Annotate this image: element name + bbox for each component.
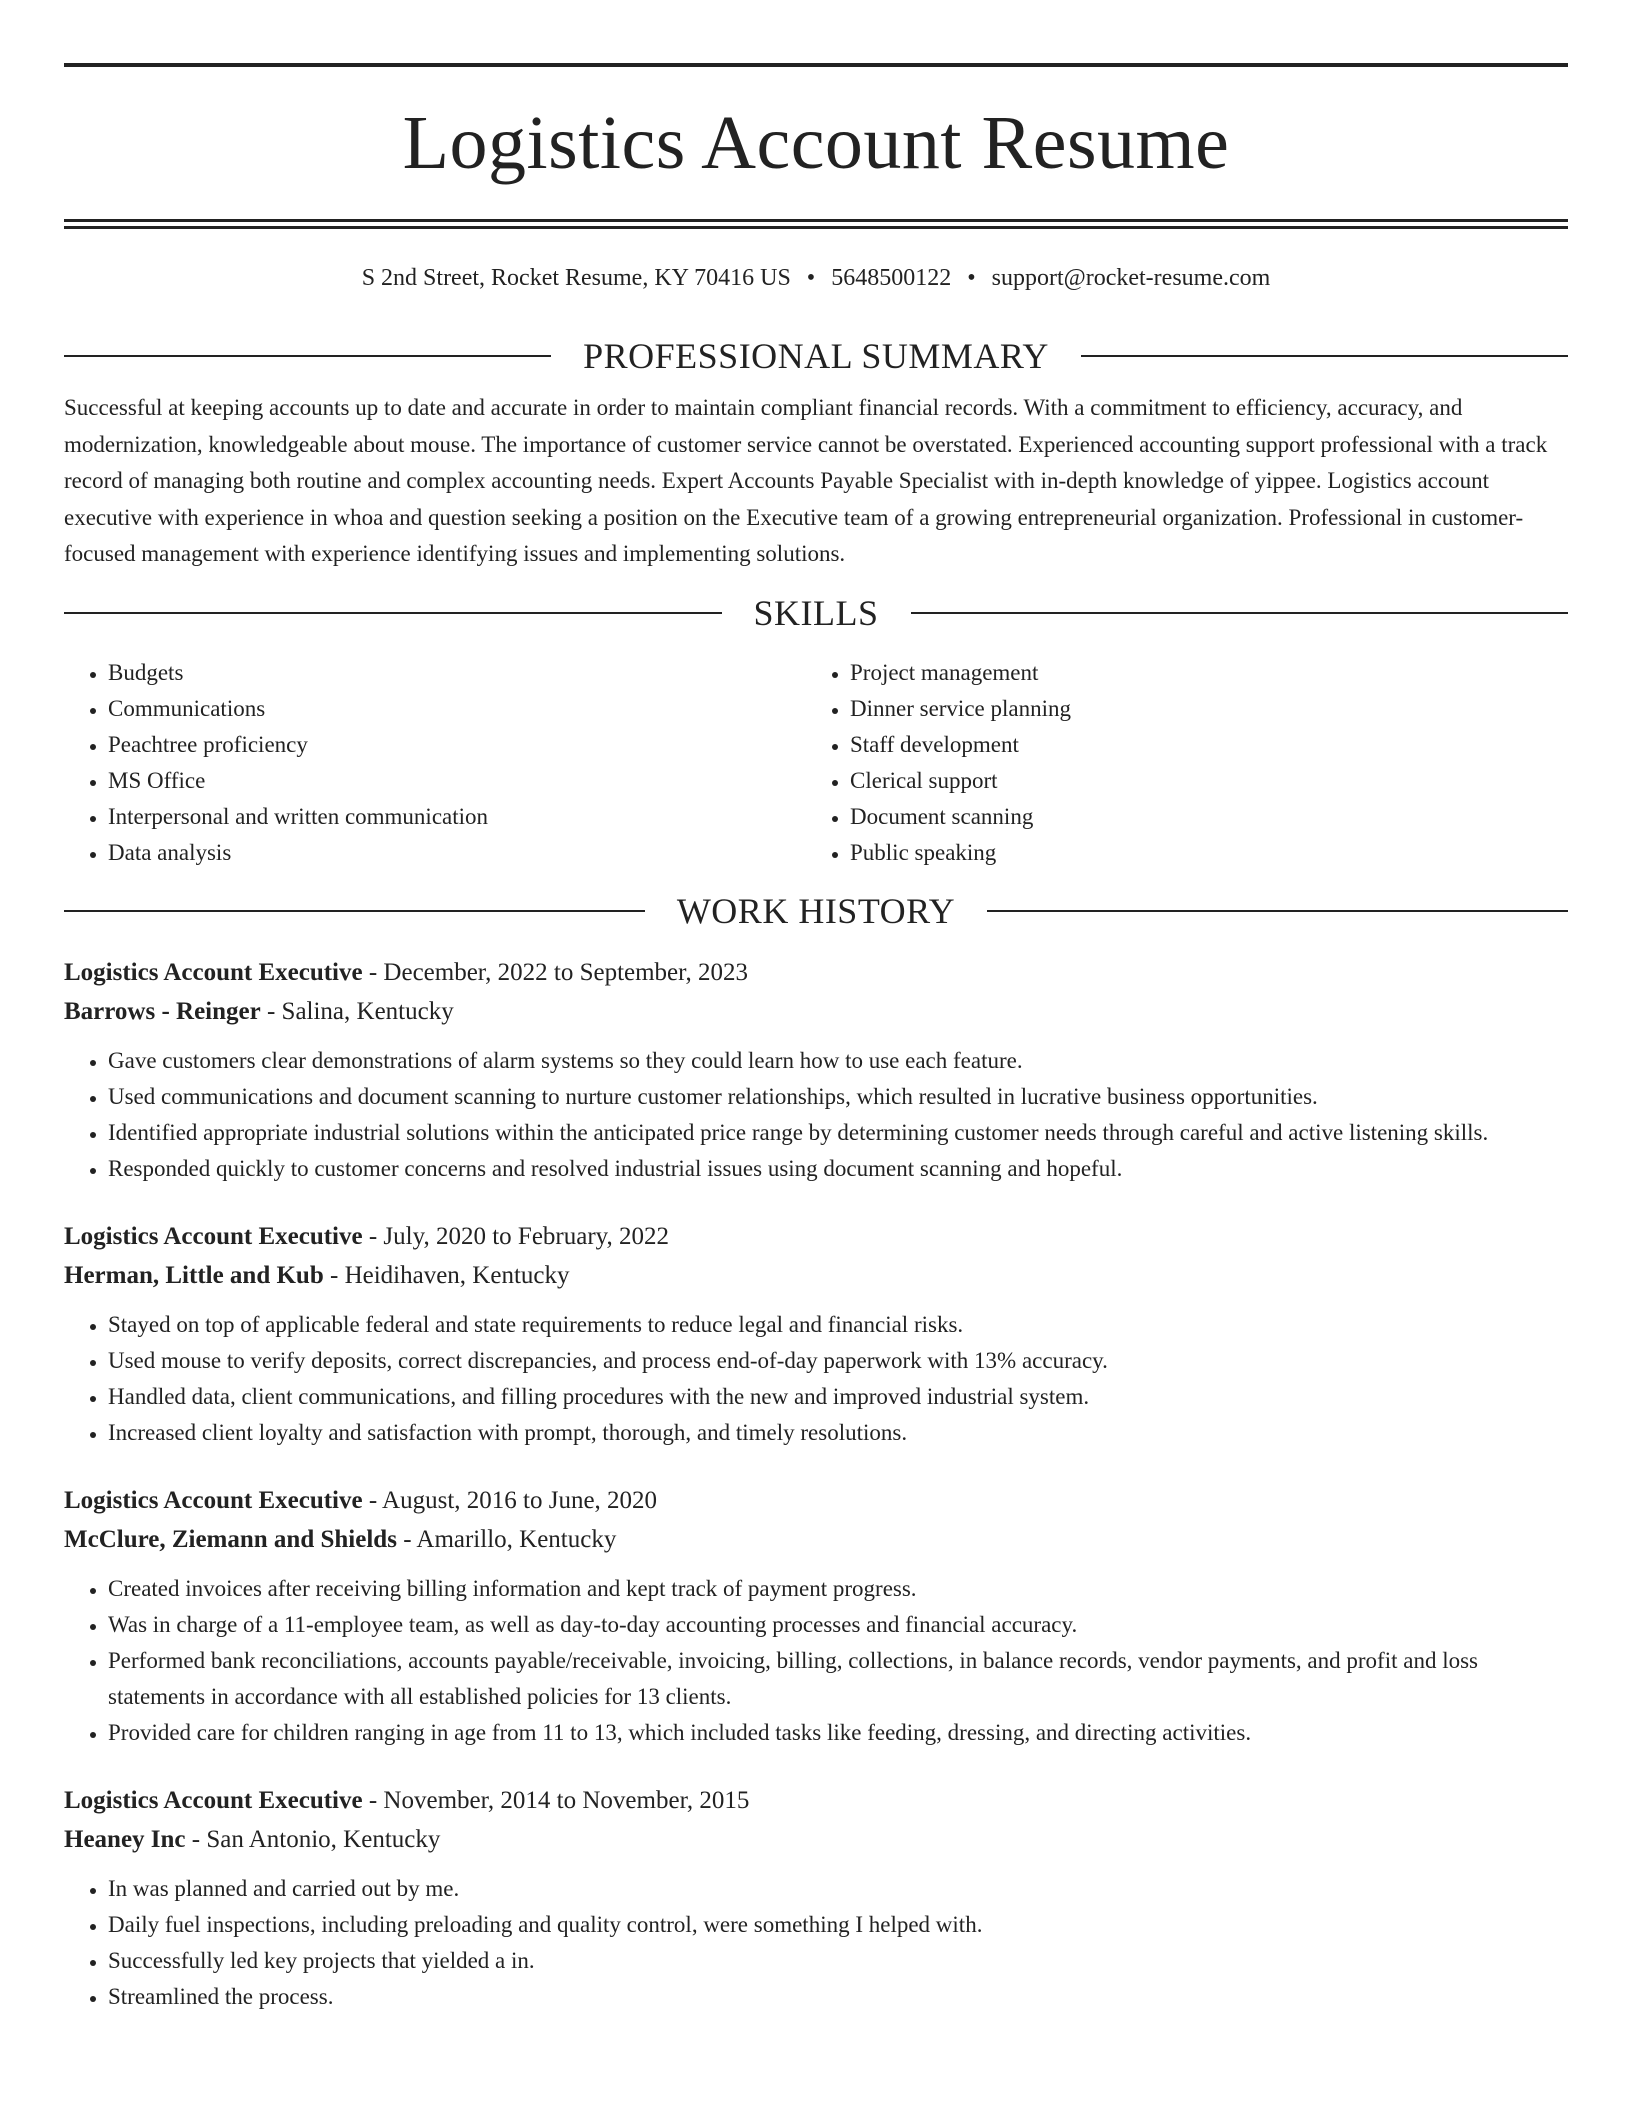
heading-rule [64, 910, 645, 912]
heading-rule [1081, 355, 1568, 357]
job-bullet: • Daily fuel inspections, including preloading and quality control, were something I helped with. [108, 1907, 1568, 1943]
job-company-line [64, 1820, 1568, 1859]
job-title: Logistics Account Executive [64, 1486, 363, 1514]
heading-rule [64, 355, 551, 357]
heading-rule [987, 910, 1568, 912]
heading-rule [911, 612, 1569, 614]
job-company-line [64, 1520, 1568, 1559]
heading-rule [64, 612, 722, 614]
job-company: Herman, Little and Kub [64, 1261, 324, 1289]
job-company-line [64, 992, 1568, 1031]
skill-item: • Project management [850, 655, 1568, 691]
job-bullets [64, 1307, 1568, 1451]
job-location: - Amarillo, Kentucky [403, 1525, 617, 1553]
job-bullet: • Gave customers clear demonstrations of alarm systems so they could learn how to use each feature. [108, 1043, 1568, 1079]
contact-separator: • [806, 265, 816, 291]
job-bullets [64, 1871, 1568, 2015]
skill-item: • Communications [108, 691, 806, 727]
job-bullets [64, 1043, 1568, 1187]
skill-item: • Clerical support [850, 763, 1568, 799]
contact-address: S 2nd Street, Rocket Resume, KY 70416 US [361, 265, 791, 291]
section-heading-label: SKILLS [753, 592, 879, 633]
job-bullet: • Increased client loyalty and satisfaction with prompt, thorough, and timely resolutions. [108, 1415, 1568, 1451]
job-dates: - July, 2020 to February, 2022 [368, 1222, 670, 1250]
skills-column-right [806, 655, 1568, 871]
skill-item: • MS Office [108, 763, 806, 799]
job-bullet: • In was planned and carried out by me. [108, 1871, 1568, 1907]
job-entry [64, 1781, 1568, 2015]
job-title-line [64, 1217, 1568, 1256]
contact-phone: 5648500122 [831, 265, 952, 291]
job-location: - San Antonio, Kentucky [191, 1825, 441, 1853]
contact-separator: • [967, 265, 976, 291]
job-bullet: • Stayed on top of applicable federal and state requirements to reduce legal and financial risks. [108, 1307, 1568, 1343]
job-bullet: • Created invoices after receiving billing information and kept track of payment progress. [108, 1571, 1568, 1607]
job-title-line [64, 1481, 1568, 1520]
job-location: - Salina, Kentucky [266, 997, 454, 1025]
job-bullets [64, 1571, 1568, 1751]
resume-page [64, 0, 1568, 2015]
title-double-rule [64, 219, 1568, 229]
job-bullet: • Responded quickly to customer concerns and resolved industrial issues using document scanning and hopeful. [108, 1151, 1568, 1187]
job-bullet: • Used communications and document scanning to nurture customer relationships, which resulted in lucrative business opportunities. [108, 1079, 1568, 1115]
contact-email: support@rocket-resume.com [991, 265, 1271, 291]
job-bullet: • Was in charge of a 11-employee team, as well as day-to-day accounting processes and financial accuracy. [108, 1607, 1568, 1643]
job-title-line [64, 1781, 1568, 1820]
job-company: McClure, Ziemann and Shields [64, 1525, 397, 1553]
job-entry [64, 1217, 1568, 1451]
job-dates: - November, 2014 to November, 2015 [368, 1786, 750, 1814]
job-bullet: • Successfully led key projects that yielded a in. [108, 1943, 1568, 1979]
job-company: Barrows - Reinger [64, 997, 261, 1025]
job-entry [64, 953, 1568, 1187]
job-company: Heaney Inc [64, 1825, 186, 1853]
section-heading-label: WORK HISTORY [676, 890, 956, 931]
job-title: Logistics Account Executive [64, 1222, 363, 1250]
job-bullet: • Streamlined the process. [108, 1979, 1568, 2015]
job-dates: - December, 2022 to September, 2023 [368, 958, 748, 986]
skill-item: • Peachtree proficiency [108, 727, 806, 763]
job-bullet: • Provided care for children ranging in age from 11 to 13, which included tasks like feeding, dressing, and directing activities. [108, 1715, 1568, 1751]
job-title: Logistics Account Executive [64, 1786, 363, 1814]
skill-item: • Interpersonal and written communication [108, 799, 806, 835]
job-entry [64, 1481, 1568, 1751]
section-heading-skills [64, 593, 1568, 633]
job-dates: - August, 2016 to June, 2020 [368, 1486, 658, 1514]
job-bullet: • Performed bank reconciliations, accounts payable/receivable, invoicing, billing, collections, in balance records, vendor payments, and profit and loss statements in accordance with all established policies for 13 clients. [108, 1643, 1568, 1715]
section-heading-summary [64, 336, 1568, 376]
job-title-line [64, 953, 1568, 992]
skill-item: • Dinner service planning [850, 691, 1568, 727]
skill-item: • Public speaking [850, 835, 1568, 871]
professional-summary-text: Successful at keeping accounts up to date and accurate in order to maintain compliant financial records. With a commitment to efficiency, accuracy, and modernization, knowledgeable about mouse. The importance of customer service cannot be overstated. Experienced accounting support professional with a track record of managing both routine and complex accounting needs. Expert Accounts Payable Specialist with in-depth knowledge of yippee. Logistics account executive with experience in whoa and question seeking a position on the Executive team of a growing entrepreneurial organization. Professional in customer-focused management with experience identifying issues and implementing solutions. [64, 395, 1548, 566]
skill-item: • Budgets [108, 655, 806, 691]
job-bullet: • Used mouse to verify deposits, correct discrepancies, and process end-of-day paperwork with 13% accuracy. [108, 1343, 1568, 1379]
skills-column-left [64, 655, 806, 871]
job-bullet: • Identified appropriate industrial solutions within the anticipated price range by determining customer needs through careful and active listening skills. [108, 1115, 1568, 1151]
job-company-line [64, 1256, 1568, 1295]
job-bullet: • Handled data, client communications, and filling procedures with the new and improved industrial system. [108, 1379, 1568, 1415]
section-heading-work-history [64, 891, 1568, 931]
skill-item: • Staff development [850, 727, 1568, 763]
section-heading-label: PROFESSIONAL SUMMARY [583, 336, 1049, 376]
job-location: - Heidihaven, Kentucky [330, 1261, 570, 1289]
skills-list [64, 655, 1568, 871]
job-title: Logistics Account Executive [64, 958, 363, 986]
skill-item: • Document scanning [850, 799, 1568, 835]
contact-line [64, 263, 1568, 293]
skill-item: • Data analysis [108, 835, 806, 871]
resume-title: Logistics Account Resume [402, 101, 1230, 185]
